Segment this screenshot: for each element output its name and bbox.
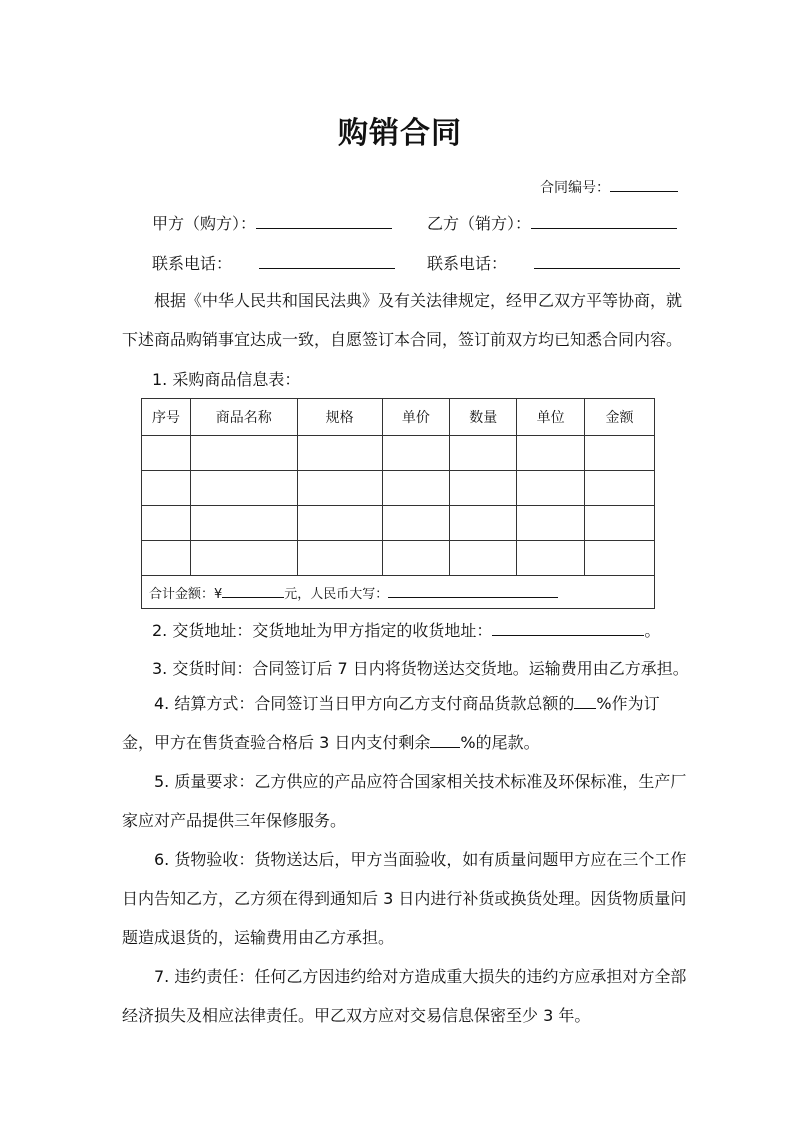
total-prefix: 合计金额：¥: [149, 586, 223, 602]
buyer-row: [152, 211, 392, 234]
table-cell[interactable]: [142, 471, 191, 506]
buyer-label: 甲方（购方）：: [152, 214, 257, 233]
table-cell[interactable]: [142, 436, 191, 471]
table-cell[interactable]: [450, 436, 517, 471]
table-cell[interactable]: [382, 471, 450, 506]
header-spec: 规格: [297, 399, 382, 436]
table-row: [142, 471, 655, 506]
clause-6: [122, 840, 688, 957]
header-amount: 金额: [585, 399, 655, 436]
seller-row: [427, 211, 677, 234]
intro-paragraph: [122, 281, 688, 359]
header-quantity: 数量: [450, 399, 517, 436]
clause-4: [122, 684, 688, 762]
table-row: [142, 506, 655, 541]
seller-blank[interactable]: [531, 213, 677, 229]
table-cell[interactable]: [517, 471, 585, 506]
buyer-phone-blank[interactable]: [259, 253, 395, 269]
intro-text: 根据《中华人民共和国民法典》及有关法律规定，经甲乙双方平等协商，就下述商品购销事宜达成一致，自愿签订本合同，签订前双方均已知悉合同内容。: [122, 291, 683, 349]
table-cell[interactable]: [382, 541, 450, 576]
table-cell[interactable]: [142, 506, 191, 541]
table-header-row: [142, 399, 655, 436]
header-unit-price: 单价: [382, 399, 450, 436]
table-row: [142, 436, 655, 471]
table-cell[interactable]: [297, 541, 382, 576]
seller-label: 乙方（销方）：: [427, 214, 532, 233]
total-uppercase-blank[interactable]: [388, 583, 558, 598]
document-title: 购销合同: [338, 116, 462, 151]
table-cell[interactable]: [190, 541, 297, 576]
table-cell[interactable]: [297, 471, 382, 506]
table-cell[interactable]: [297, 506, 382, 541]
seller-phone-label: 联系电话：: [427, 254, 508, 273]
buyer-phone-label: 联系电话：: [152, 254, 233, 273]
seller-phone-blank[interactable]: [534, 253, 680, 269]
clause-4-text-c: %的尾款。: [460, 733, 540, 752]
table-cell[interactable]: [450, 471, 517, 506]
section-1-heading: 1. 采购商品信息表：: [152, 370, 301, 389]
table-cell[interactable]: [190, 506, 297, 541]
clause-7-text: 7. 违约责任：任何乙方因违约给对方造成重大损失的违约方应承担对方全部经济损失及相应法律责任。甲乙双方应对交易信息保密至少 3 年。: [122, 967, 687, 1025]
header-product-name: 商品名称: [190, 399, 297, 436]
contract-number-row: [540, 176, 678, 197]
buyer-blank[interactable]: [256, 213, 392, 229]
table-cell[interactable]: [585, 541, 655, 576]
table-cell[interactable]: [142, 541, 191, 576]
clause-2-text: 2. 交货地址：交货地址为甲方指定的收货地址：: [152, 621, 493, 640]
clause-3: 3. 交货时间：合同签订后 7 日内将货物送达交货地。运输费用由乙方承担。: [152, 659, 689, 678]
table-cell[interactable]: [450, 506, 517, 541]
clause-2-suffix: 。: [644, 621, 661, 640]
total-cell: [142, 576, 655, 609]
table-cell[interactable]: [517, 541, 585, 576]
header-index: 序号: [142, 399, 191, 436]
table-row: [142, 541, 655, 576]
table-cell[interactable]: [297, 436, 382, 471]
table-cell[interactable]: [190, 436, 297, 471]
contract-number-label: 合同编号：: [540, 180, 610, 196]
table-cell[interactable]: [382, 436, 450, 471]
header-unit: 单位: [517, 399, 585, 436]
table-cell[interactable]: [382, 506, 450, 541]
clause-5-text: 5. 质量要求：乙方供应的产品应符合国家相关技术标准及环保标准，生产厂家应对产品提供三年保修服务。: [122, 772, 687, 830]
table-cell[interactable]: [450, 541, 517, 576]
table-cell[interactable]: [517, 436, 585, 471]
clause-5: [122, 762, 688, 840]
total-mid: 元，人民币大写：: [284, 586, 389, 602]
buyer-phone-row: [152, 251, 395, 274]
deposit-percent-blank[interactable]: [574, 693, 596, 709]
total-amount-blank[interactable]: [222, 583, 284, 598]
delivery-address-blank[interactable]: [492, 620, 644, 636]
table-cell[interactable]: [585, 506, 655, 541]
table-cell[interactable]: [585, 471, 655, 506]
clause-4-text-a: 4. 结算方式：合同签订当日甲方向乙方支付商品货款总额的: [154, 694, 575, 713]
table-cell[interactable]: [190, 471, 297, 506]
total-row: [142, 576, 655, 609]
balance-percent-blank[interactable]: [430, 732, 460, 748]
clause-4-text-b: %作为订金，甲方在售货查验合格后 3 日内支付剩余: [122, 694, 660, 752]
clause-7: [122, 957, 688, 1035]
clause-2: [152, 618, 660, 641]
clause-6-text: 6. 货物验收：货物送达后，甲方当面验收，如有质量问题甲方应在三个工作日内告知乙方，乙方须在得到通知后 3 日内进行补货或换货处理。因货物质量问题造成退货的，运输费用由乙方承担。: [122, 850, 687, 947]
table-cell[interactable]: [585, 436, 655, 471]
contract-number-blank[interactable]: [610, 176, 678, 192]
seller-phone-row: [427, 251, 680, 274]
goods-table: [141, 398, 655, 609]
table-cell[interactable]: [517, 506, 585, 541]
